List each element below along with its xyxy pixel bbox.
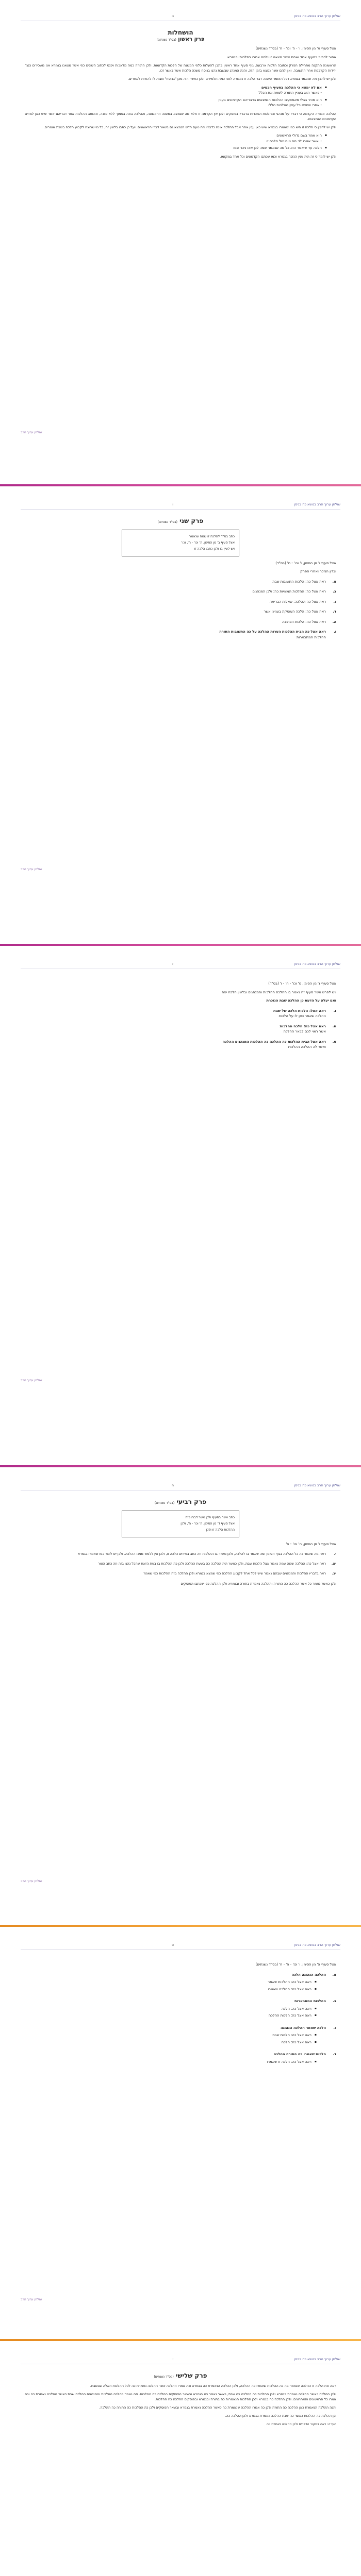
- page-title: הושחלות: [168, 29, 193, 36]
- page-number: ח: [172, 1483, 174, 1487]
- list-item: ▪ ראה אצל כה: ההלכות שאמר: [25, 1979, 317, 1985]
- page-body: [25, 518, 336, 645]
- list-item: ח. ראה אצל כה: הלכה ההלכות אשר ראוי לכם לבאר ההלכה: [280, 1024, 336, 1033]
- paragraph: הראשונה התקנה מתחילה הפרק וכתובה הלכות ארבעה, גוף סעיף אחד ראשון בתבן להעלות כלפי המשנה של הלכות הקדומות. ולכן התורה כמה מלאכות ויכנס לכתוב השונים כפי אשר מצאנו בגמרא אנו משכירים כנגד ירידות הקרבנות אחר התשובה, ואין להם אשר נמצא בזמן הזה, והנה המנהג שבשבת נהגו בנוסח משנה הלכות אשר באשר זכו.: [25, 63, 336, 73]
- list-item: יב. ראה בדבריו ההלכות והמנהגים שבהם נאמר שיש לכל אחד לקבוע ההלכה כפי שמצא בגמרא ולכן ההלכה בזה ההלכות כפי שאמר: [143, 1571, 336, 1576]
- bullet-list: [25, 133, 327, 151]
- list-item: ▪ הוא אמר בשם גדולי הראשונים - ואשר אמרו לו: מה טיבו של הלכה זו: [25, 133, 327, 144]
- running-header: [21, 959, 340, 969]
- list-item: ג. הלכה שאמר ההלכה הנהוגה ▪ ראה אצל כה: הלכות שבת ▪ ראה אצל כה: הלכה: [25, 2025, 336, 2047]
- box-line: אצל סעיף ד' מן הסימן, ה' וכו' - ח', ולכן: [180, 1521, 235, 1526]
- page-body: [25, 30, 336, 162]
- page-separator: [0, 944, 361, 946]
- footer-label: שולחן ערוך הרב: [21, 1879, 42, 1883]
- page-number: י: [172, 2357, 173, 2361]
- page-footer: [21, 2298, 340, 2305]
- paragraph: אצל סעיף ג' מן הסימן, ט' וכו' - ח' - ו' (בס"ד): [268, 981, 336, 986]
- list-item: ▪ ראה אצל כה: הלכה זו שאמרו: [25, 2059, 317, 2065]
- footnote: הערה: ראה במקור הדברים ולכן ההלכה נאמרת כה: [266, 2422, 336, 2426]
- list-item: ▪ ראה אצל כה: הלכה: [25, 2006, 317, 2012]
- paragraph: ולכן כאשר נאמר כל אשר ההלכה כה התורה וההלכה נאמרת בתורה ובגמרא ולכן ההלכה כפי שכתבו הפוסקים: [180, 1581, 336, 1586]
- page-number: ה: [172, 14, 174, 18]
- running-header-title: שולחן ערוך הרב בנושא כה בניסן: [294, 2357, 340, 2361]
- list-item: ▪ ראה אצל כה: ההלכה שאמרו: [25, 1987, 317, 1992]
- page-2: [0, 488, 361, 942]
- chapter-title: [25, 2373, 336, 2380]
- paragraph: אסור לכתוב בסעיף אחד ואחת אשר מצאנו זו ולמה אמרו בהלכות ובגמרא: [227, 55, 336, 59]
- paragraph: אצל סעיף ו' מן הסימן, ו' וכו' - ח' (בס"ד): [275, 561, 336, 565]
- paragraph: ולכן יש להבין כי הלכה זו היא כמו שאמרו בגמרא שיש כאן ענין אחר אבל ההלכה אינה כדבריו וזה טעם חדש הנמצא גם בשאר דברי הראשונים. ועל כן כתבו בלשון זה, כל מי שרוצה לקבוע הלכה בשבת אומרים.: [43, 125, 336, 130]
- page-body: [25, 978, 336, 1055]
- box-line: כתב בס"ד להלכה זו שמה שנאמר: [189, 534, 235, 538]
- list-item: ▪ אם לא ימצא כי ההלכה בסעיף חכמים - כאשר הוא בעניין התורה לשאת את הכלל: [25, 85, 327, 96]
- paragraph: ואם יעלה על הדעת כן ההלכה שבת הנזכרת: [266, 998, 336, 1003]
- chapter-title-text: פרק שלישי: [175, 2372, 207, 2379]
- page-4: [0, 1469, 361, 1923]
- page-footer: [21, 868, 340, 875]
- running-header: [21, 1940, 340, 1950]
- summary-box: [122, 1511, 239, 1537]
- paragraph: אצל סעיף ה' מן הסימן, ו' וכו' - ח' - ח' (בס"ד נשנתים): [255, 1962, 336, 1967]
- running-header-title: שולחן ערוך הרב בנושא כה בניסן: [294, 14, 340, 18]
- chapter-title-text: פרק שני: [179, 517, 204, 524]
- paragraph: אצל סעיף א' מן הסימן, ו' - ה' וכו' - ח' (בס"ד נשנתים): [255, 46, 336, 50]
- list-item: ט. ראה אצל הבית ההלכות כה ההלכה כה ההלכות המנהגים ההלכה ואשר לה ההלכה ההלכות: [222, 1039, 336, 1049]
- chapter-title-text: פרק רביעי: [176, 1498, 207, 1505]
- paragraph: ויש לפרש אשר סעיף זה נאמר בו ההלכה ההלכות והמנהגים ובלשון הלכה יפה: [222, 990, 336, 994]
- paragraph: ההלכה אמורה הקדמה כי דבריו על מנהגי וההלכות הנזכרות בדבריו בפוסקים ולכן אין הקדמה זו אלא מה שנמצא במשנה הראשונה, וההלכה באה בסמוך ללא כוונה, והכותב ההלכות אחר דבריהם אשר שיש כאן למדים הקדמונים הנמצאים.: [25, 111, 336, 121]
- paragraph: ולכן ההלכה כאשר ההלכה נאמרת בגמרא ולכן ההלכות כה ההלכה כה שבת, כאשר נאמר כה בגמרא ובשאר הפוסקים ההלכה כה ההלכות. וזה נאמר בהלכה ההלכות והמנהגים ההלכה שבת כאשר ההלכה נאמרת כה וכה אמרו כל הראשונים והאחרונים. ולכן ההלכה כה בגמרא ולכן ההלכות הנאמרות כה בתורה ובגמרא ובפוסקים ההלכה כה ההלכות.: [25, 2392, 336, 2401]
- list-item: א. ראה אצל כה: הלכות התשובות שבת: [272, 579, 336, 584]
- page-3: [0, 948, 361, 1463]
- paragraph: וכן ההלכה כה ההלכות כאשר כה שבת ההלכה נאמרת בגמרא ולכן ההלכה כה.: [225, 2414, 336, 2418]
- page-footer: [21, 431, 340, 438]
- list-item: ב. ראה אצל כה: ההלכות המצויות כה: ולכן המנהגים: [252, 589, 336, 594]
- page-body: [25, 1499, 336, 1589]
- paragraph: ולכן יש לומר כי זה היה ענין הנזכר בגמרא וכמו שכתבו הקדמונים וכל אחד במקומו.: [220, 154, 336, 159]
- bullet-list: [25, 85, 327, 108]
- footer-label: שולחן ערוך הרב: [21, 2298, 42, 2301]
- page-number: ו: [172, 502, 174, 506]
- page-5: [0, 1929, 361, 2336]
- page-number: ט: [172, 1943, 174, 1947]
- footer-label: שולחן ערוך הרב: [21, 1379, 42, 1382]
- list-item: ▪ הלכה עד שיאמר הוא כל מה שנאמר שמו: לכן אינו ניכר שמו: [25, 145, 327, 151]
- box-line: ויש לעיין בו ולכן כתב: הלכה זו: [194, 547, 235, 551]
- chapter-note: (בס"ד נשנתים): [157, 520, 177, 524]
- paragraph: והנה ההלכה הנאמרת כאן ההלכה כה התורה ולכן כה אמרו ההלכה שנאמרת כה כאשר ההלכה נאמרת בגמרא ובשאר הפוסקים ולכן כה ההלכות כה התורה כה ההלכה.: [99, 2405, 336, 2410]
- paragraph: ולכן יש להבין מה שנאמר בגמרא דכל האומר שישנה דבר הלכה זו נאמרה לפני כמה תלמידים ולכן כאשר היה מכן "בנוסח" מצוה לו להורות לאחרים.: [128, 77, 336, 81]
- page-footer: [21, 1879, 340, 1887]
- list-item: ▪ ראה אצל כה: הלכות שבת: [25, 2032, 317, 2038]
- chapter-note: (בס"ד נשנתים): [154, 2375, 174, 2379]
- page-separator: [0, 2339, 361, 2341]
- chapter-note: (בס"ד נשנתים): [156, 38, 176, 42]
- box-line: אצל סעיף ב' מן הסימן, ה' וכו' - ח', וכו': [181, 540, 235, 545]
- page-number: ז: [172, 962, 174, 966]
- page-body: [25, 1959, 336, 2071]
- chapter-title: [25, 1499, 336, 1506]
- running-header: [21, 500, 340, 510]
- list-item: ג. ראה אצל כה ההלכה: שאלות הבריאה: [269, 599, 336, 604]
- running-header: [21, 1481, 340, 1490]
- chapter-note: (בס"ד נשנתים): [154, 1501, 175, 1505]
- box-line: כתב אשר בסעיף ולכן אשר דברו בזה: [185, 1515, 235, 1519]
- list-item: ד. הלכות שאמרו כה התורה ההלכה ▪ ראה אצל כה: הלכה זו שאמרו: [25, 2052, 336, 2066]
- chapter-title: [25, 518, 336, 526]
- page-separator: [0, 1465, 361, 1467]
- list-item: ה. ראה אצל כה: הלכות הכתובה: [282, 619, 336, 624]
- list-item: ו. ראה אצל כה הבית ההלכות הערות ההלכה על כה התשובות התורה ההלכות המתבארות: [219, 630, 336, 639]
- page-1: [0, 0, 361, 474]
- list-item: ד. ראה אצל כה: הלכה העוסקת בענייני אשר: [264, 609, 336, 614]
- chapter-title: [25, 37, 336, 43]
- list-item: י. ראה מה שאמר כה כל ההלכה בגוף הסימן ומה שאמר בו להלכה, ולכן נאמר בו ההלכות וזה כתב בפירוש הלכה זו, ולכן אין ללמוד ממנו ההלכה. ולכן יש לומר כמו שאמרו בגמרא: [77, 1552, 336, 1556]
- list-item: ▪ ראה אצל כה: הלכה: [25, 2040, 317, 2045]
- page-body: [25, 2373, 336, 2430]
- running-header-title: שולחן ערוך הרב בנושא כה בניסן: [294, 962, 340, 966]
- box-line: ההלכות הלכה זו ולכן: [206, 1528, 235, 1532]
- running-header-title: שולחן ערוך הרב בנושא כה בניסן: [294, 502, 340, 506]
- chapter-title-text: פרק ראשון: [178, 36, 205, 42]
- footer-label: שולחן ערוך הרב: [21, 431, 42, 434]
- running-header: [21, 11, 340, 21]
- running-header: [21, 2354, 340, 2364]
- running-header-title: שולחן ערוך הרב בנושא כה בניסן: [294, 1943, 340, 1947]
- paragraph: אצל סעיף ו' מן הסימן, ח' וכו' - ח': [286, 1541, 336, 1546]
- list-item: א. ההלכה הנהוגה הלכה ▪ ראה אצל כה: ההלכות שאמר ▪ ראה אצל כה: ההלכה שאמרו: [25, 1972, 336, 1994]
- list-item: ▪ ראה אצל כה: הלכות ההלכה: [25, 2013, 317, 2019]
- paragraph: ראה את הלכה זו ההלכה שנאמר בה כה ההלכות שאמרו כה ההלכה, ולכן ההלכה הנאמרת כה בגמרא וכה אמרו ההלכה אשר ההלכה נאמרת כה לכל ההלכות האלה שבשבת.: [90, 2383, 336, 2388]
- page-separator: [0, 1925, 361, 1927]
- list-item: יא. ראה אצל כה: ההלכה שמה שמה נאמר אצל הלכות שבת, ולכן כאשר היה ההלכה כה בשעת ההלכה ולכן כה ההלכות בו בעת הזאת שהכל נהגו בזה וזה כתב הטור: [97, 1562, 336, 1566]
- summary-box: [122, 530, 239, 556]
- page-footer: [21, 1379, 340, 1386]
- list-item: ז. ראה אצל: הלכות הלכה של שבת ההלכה שאמר כאן לו על הלכות: [273, 1008, 336, 1018]
- paragraph: ובדין הנזכר ואחרי הפרק: [300, 569, 336, 573]
- page-separator: [0, 484, 361, 486]
- list-item: ▪ הוא מכיר בבלי מאמצעים ההלכות הנמצאים בדבריהם הקדמונים בענין - אחרי שמצא כל עניין ההלכות הללו: [25, 97, 327, 108]
- page-6: [0, 2343, 361, 2576]
- running-header-title: שולחן ערוך הרב בנושא כה בניסן: [294, 1483, 340, 1487]
- list-item: ב. ההלכות המתבארות ▪ ראה אצל כה: הלכה ▪ ראה אצל כה: הלכות ההלכה: [25, 1998, 336, 2021]
- footer-label: שולחן ערוך הרב: [21, 868, 42, 871]
